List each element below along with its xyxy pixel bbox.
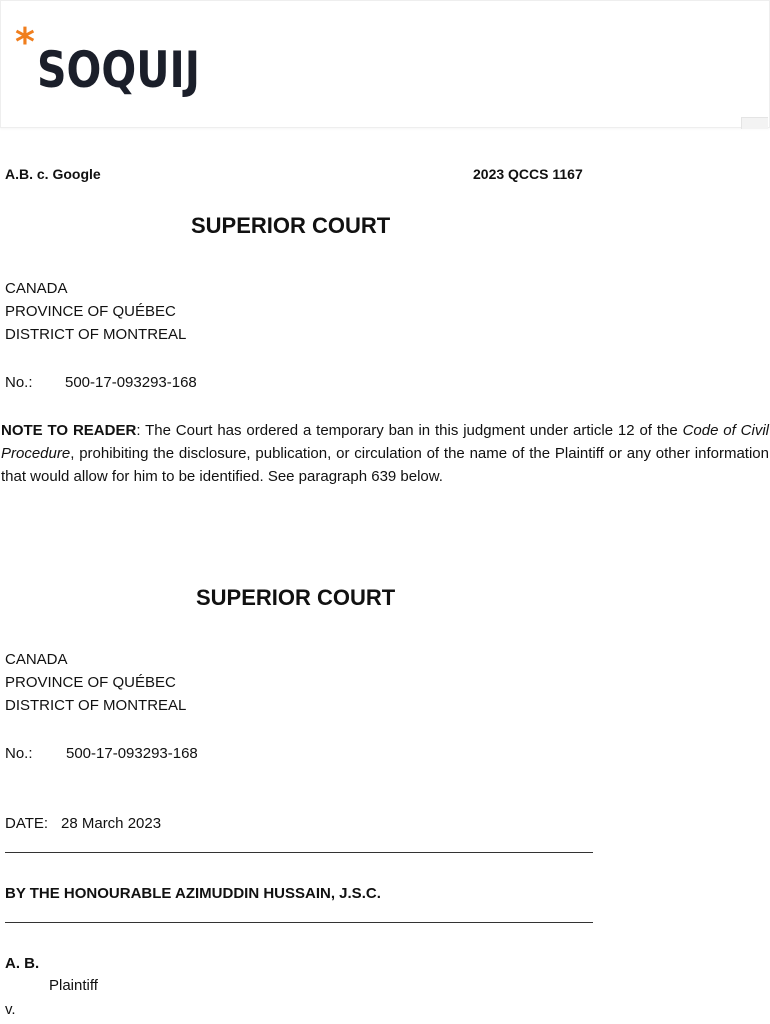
note-to-reader — [1, 419, 769, 488]
district-1: DISTRICT OF MONTREAL — [5, 326, 187, 343]
note-text-after: , prohibiting the disclosure, publication, or circulation of the name of the Plaintiff or any other information that would allow for him to be identified. See paragraph 639 below. — [1, 445, 769, 485]
neutral-citation: 2023 QCCS 1167 — [473, 166, 583, 182]
file-number-label-1: No.: — [5, 374, 33, 391]
country-2: CANADA — [5, 651, 68, 668]
court-title-1: SUPERIOR COURT — [191, 213, 391, 238]
party-name: A. B. — [5, 955, 40, 972]
file-number-1: 500-17-093293-168 — [65, 374, 197, 391]
district-2: DISTRICT OF MONTREAL — [5, 697, 187, 714]
code-title: Code of Civil Procedure — [1, 422, 769, 462]
note-text-before: : The Court has ordered a temporary ban in this judgment under article 12 of the — [136, 422, 683, 439]
site-header — [0, 0, 770, 128]
file-number-label-2: No.: — [5, 745, 33, 762]
province-2: PROVINCE OF QUÉBEC — [5, 674, 176, 691]
party-role: Plaintiff — [49, 977, 98, 994]
separator-rule-1 — [5, 852, 593, 853]
case-name: A.B. c. Google — [5, 166, 101, 182]
country-1: CANADA — [5, 280, 68, 297]
file-number-2: 500-17-093293-168 — [66, 745, 198, 762]
province-1: PROVINCE OF QUÉBEC — [5, 303, 176, 320]
separator-rule-2 — [5, 922, 593, 923]
versus: v. — [5, 1001, 16, 1018]
date-label: DATE: — [5, 815, 49, 832]
logo-wordmark: SOQUIJ — [37, 41, 201, 99]
judgment-date: 28 March 2023 — [61, 815, 162, 832]
court-title-2: SUPERIOR COURT — [196, 585, 396, 610]
header-corner-tab — [741, 117, 768, 129]
logo-asterisk: * — [15, 20, 35, 64]
soquij-logo[interactable] — [15, 20, 201, 99]
note-label: NOTE TO READER — [1, 422, 137, 439]
judge-line: BY THE HONOURABLE AZIMUDDIN HUSSAIN, J.S.C. — [5, 885, 381, 902]
